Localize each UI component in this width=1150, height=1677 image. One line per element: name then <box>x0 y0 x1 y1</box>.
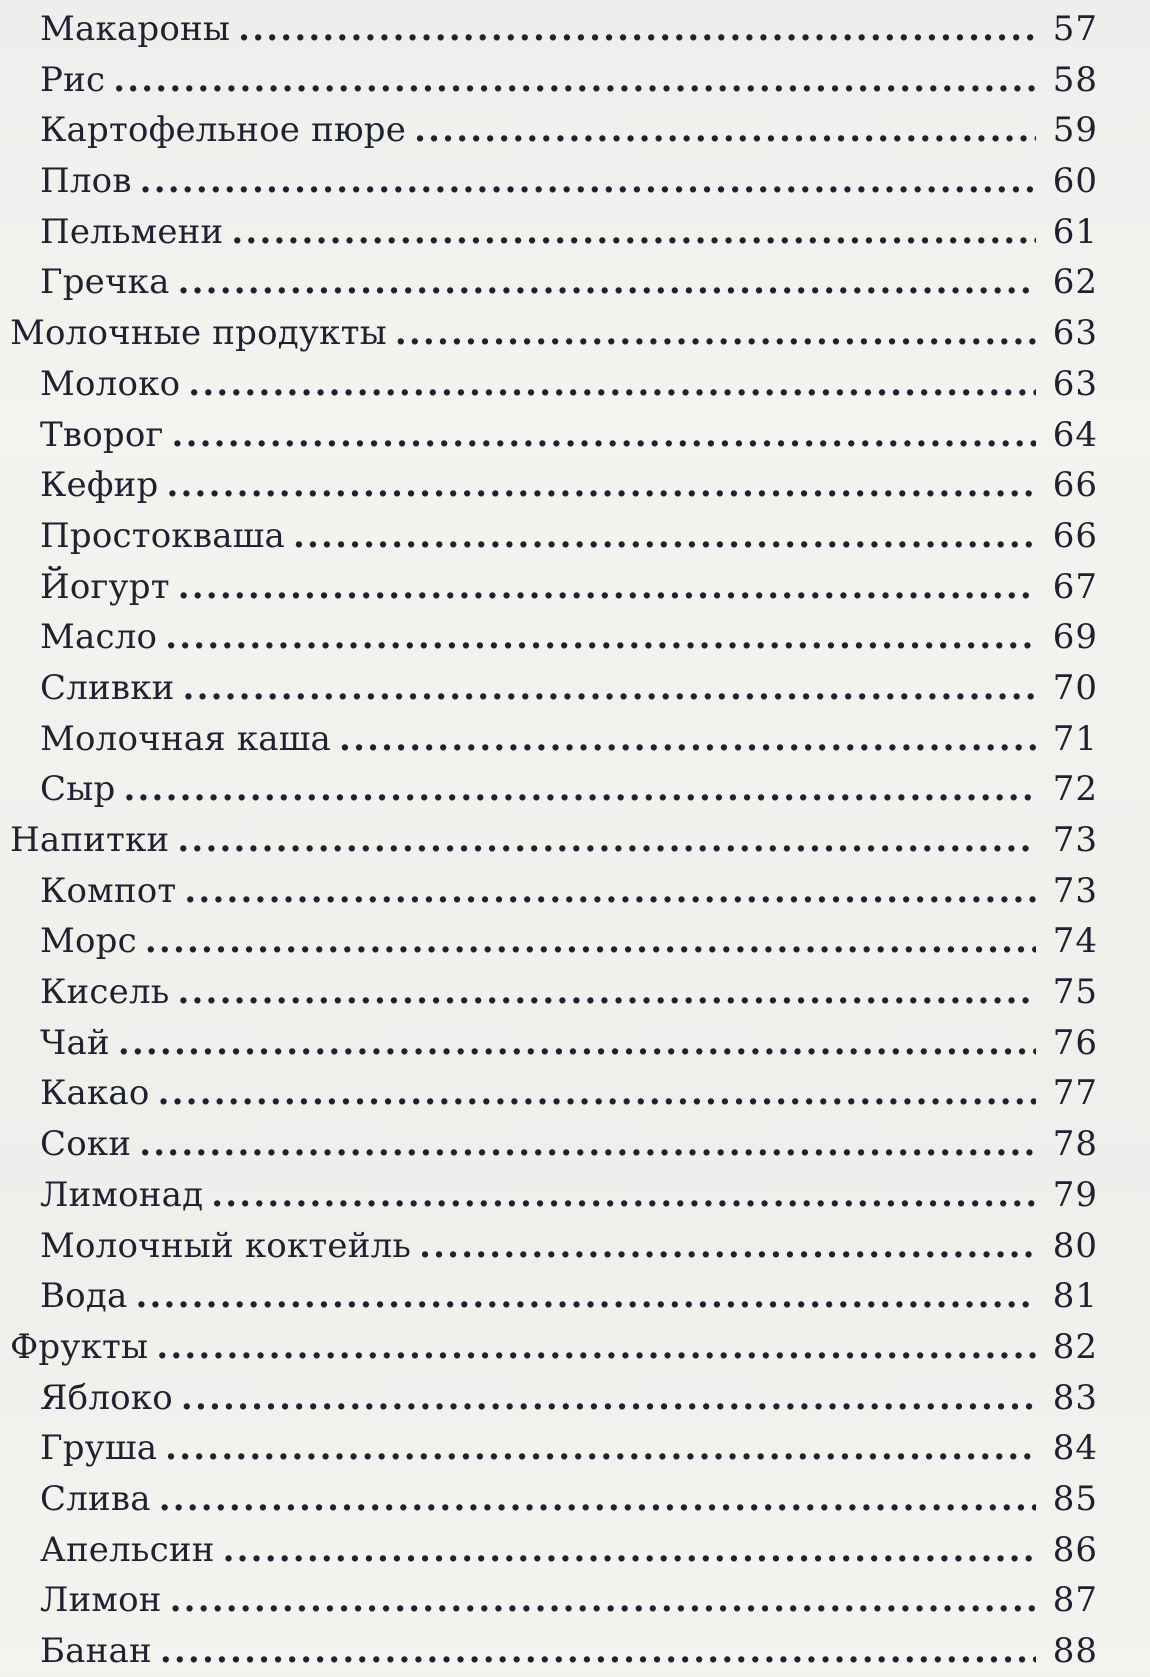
toc-entry-title: Лимонад <box>40 1174 204 1215</box>
toc-entry-row <box>0 1119 1150 1170</box>
toc-page-number: 76 <box>1052 1022 1098 1063</box>
toc-entry-row <box>0 55 1150 106</box>
toc-page-number: 79 <box>1052 1174 1098 1215</box>
toc-entry-row <box>0 866 1150 917</box>
dot-leader <box>170 1575 1036 1625</box>
toc-entry-row <box>0 1474 1150 1525</box>
toc-page-number: 61 <box>1052 211 1098 252</box>
dot-leader <box>184 866 1036 916</box>
dot-leader <box>181 1373 1036 1423</box>
toc-page-number: 70 <box>1052 667 1098 708</box>
toc-entry-row <box>0 1423 1150 1474</box>
toc-page-number: 73 <box>1052 820 1098 860</box>
toc-page-number: 83 <box>1052 1377 1098 1418</box>
toc-entry-title: Апельсин <box>40 1529 215 1570</box>
toc-page-number: 58 <box>1052 59 1098 100</box>
dot-leader <box>339 714 1036 764</box>
dot-leader <box>160 1626 1036 1676</box>
toc-page-number: 67 <box>1052 566 1098 607</box>
toc-entry-row <box>0 1271 1150 1322</box>
toc-entry-row <box>0 4 1150 55</box>
toc-page-number: 73 <box>1052 870 1098 911</box>
toc-entry-title: Компот <box>40 870 177 911</box>
toc-page-number: 80 <box>1052 1225 1098 1266</box>
toc-entry-title: Вода <box>40 1276 128 1317</box>
toc-entry-row <box>0 105 1150 156</box>
toc-entry-title: Сыр <box>40 769 116 810</box>
toc-entry-row <box>0 764 1150 815</box>
dot-leader <box>177 815 1036 865</box>
toc-entry-row <box>0 410 1150 461</box>
dot-leader <box>188 359 1036 409</box>
toc-entry-row <box>0 1373 1150 1424</box>
dot-leader <box>145 916 1036 966</box>
toc-page-number: 84 <box>1052 1428 1098 1469</box>
toc-entry-title: Рис <box>40 59 106 100</box>
toc-entry-title: Кефир <box>40 465 159 506</box>
dot-leader <box>183 663 1036 713</box>
toc-page-number: 63 <box>1052 363 1098 404</box>
toc-entry-row <box>0 1525 1150 1576</box>
toc-entry-title: Макароны <box>40 9 231 49</box>
toc-entry-row <box>0 257 1150 308</box>
dot-leader <box>140 156 1036 206</box>
dot-leader <box>166 460 1036 510</box>
dot-leader <box>177 967 1036 1017</box>
toc-entry-row <box>0 1018 1150 1069</box>
toc-entry-title: Простокваша <box>40 515 285 556</box>
toc-entry-title: Йогурт <box>40 566 170 607</box>
dot-leader <box>118 1018 1036 1068</box>
toc-entry-title: Кисель <box>40 972 170 1013</box>
toc-entry-row <box>0 1068 1150 1119</box>
toc-entry-title: Молоко <box>40 363 181 404</box>
toc-page-number: 81 <box>1052 1276 1098 1317</box>
toc-section-title: Напитки <box>10 820 170 860</box>
toc-page-number: 66 <box>1052 515 1098 556</box>
dot-leader <box>238 4 1036 54</box>
toc-entry-title: Плов <box>40 161 132 202</box>
dot-leader <box>178 257 1036 307</box>
dot-leader <box>123 764 1036 814</box>
toc-entry-title: Пельмени <box>40 211 224 252</box>
toc-page-number: 59 <box>1052 110 1098 151</box>
toc-entry-title: Морс <box>40 921 137 962</box>
toc-entry-row <box>0 511 1150 562</box>
toc-page-number: 57 <box>1052 9 1098 49</box>
toc-entry-row <box>0 1170 1150 1221</box>
toc-entry-row <box>0 1221 1150 1272</box>
toc-entry-row <box>0 1575 1150 1626</box>
toc-page-number: 87 <box>1052 1580 1098 1621</box>
dot-leader <box>159 1474 1036 1524</box>
toc-entry-row <box>0 612 1150 663</box>
toc-page-number: 63 <box>1052 313 1098 354</box>
toc-section-title: Молочные продукты <box>10 313 387 354</box>
toc-entry-title: Яблоко <box>40 1377 173 1418</box>
toc-page-number: 82 <box>1052 1326 1098 1367</box>
dot-leader <box>414 105 1036 155</box>
dot-leader <box>293 511 1036 561</box>
toc-entry-row <box>0 1626 1150 1677</box>
toc-page-number: 60 <box>1052 161 1098 202</box>
toc-section-row <box>0 815 1150 866</box>
toc-page-number: 85 <box>1052 1478 1098 1519</box>
dot-leader <box>178 562 1036 612</box>
toc-page-number: 71 <box>1052 718 1098 759</box>
toc-entry-title: Лимон <box>40 1580 162 1621</box>
toc-entry-title: Картофельное пюре <box>40 110 407 151</box>
dot-leader <box>231 207 1036 257</box>
toc-entry-title: Молочная каша <box>40 718 332 759</box>
dot-leader <box>223 1525 1036 1575</box>
toc-page-number: 72 <box>1052 769 1098 810</box>
toc-entry-row <box>0 460 1150 511</box>
toc-entry-title: Творог <box>40 414 164 455</box>
toc-entry-row <box>0 663 1150 714</box>
dot-leader <box>172 410 1036 460</box>
dot-leader <box>211 1170 1036 1220</box>
dot-leader <box>139 1119 1036 1169</box>
dot-leader <box>158 1068 1036 1118</box>
dot-leader <box>135 1271 1036 1321</box>
toc-page-number: 64 <box>1052 414 1098 455</box>
toc-entry-row <box>0 359 1150 410</box>
toc-entry-title: Соки <box>40 1124 132 1165</box>
toc-page-number: 66 <box>1052 465 1098 506</box>
toc-page-number: 86 <box>1052 1529 1098 1570</box>
toc-entry-title: Масло <box>40 617 158 658</box>
toc-entry-title: Груша <box>40 1428 158 1469</box>
dot-leader <box>395 308 1036 358</box>
dot-leader <box>156 1322 1036 1372</box>
toc-page-number: 78 <box>1052 1124 1098 1165</box>
toc-entry-row <box>0 156 1150 207</box>
toc-page-number: 77 <box>1052 1073 1098 1114</box>
toc-entry-title: Гречка <box>40 262 170 303</box>
toc-entry-title: Чай <box>40 1022 110 1063</box>
toc-page-number: 75 <box>1052 972 1098 1013</box>
toc-entry-title: Молочный коктейль <box>40 1225 412 1266</box>
dot-leader <box>113 55 1036 105</box>
toc-entry-title: Банан <box>40 1631 152 1671</box>
toc-entry-row <box>0 967 1150 1018</box>
toc-section-title: Фрукты <box>10 1326 149 1367</box>
toc-page-number: 69 <box>1052 617 1098 658</box>
toc-page-number: 74 <box>1052 921 1098 962</box>
dot-leader <box>419 1221 1036 1271</box>
toc-entry-title: Слива <box>40 1478 151 1519</box>
dot-leader <box>165 612 1036 662</box>
toc-section-row <box>0 1322 1150 1373</box>
toc-entry-row <box>0 714 1150 765</box>
toc-page-number: 62 <box>1052 262 1098 303</box>
toc-entry-row <box>0 562 1150 613</box>
toc-page-number: 88 <box>1052 1631 1098 1671</box>
dot-leader <box>165 1423 1036 1473</box>
toc-entry-title: Какао <box>40 1073 150 1114</box>
toc-section-row <box>0 308 1150 359</box>
toc-entry-row <box>0 916 1150 967</box>
toc-entry-row <box>0 207 1150 258</box>
toc-entry-title: Сливки <box>40 667 175 708</box>
